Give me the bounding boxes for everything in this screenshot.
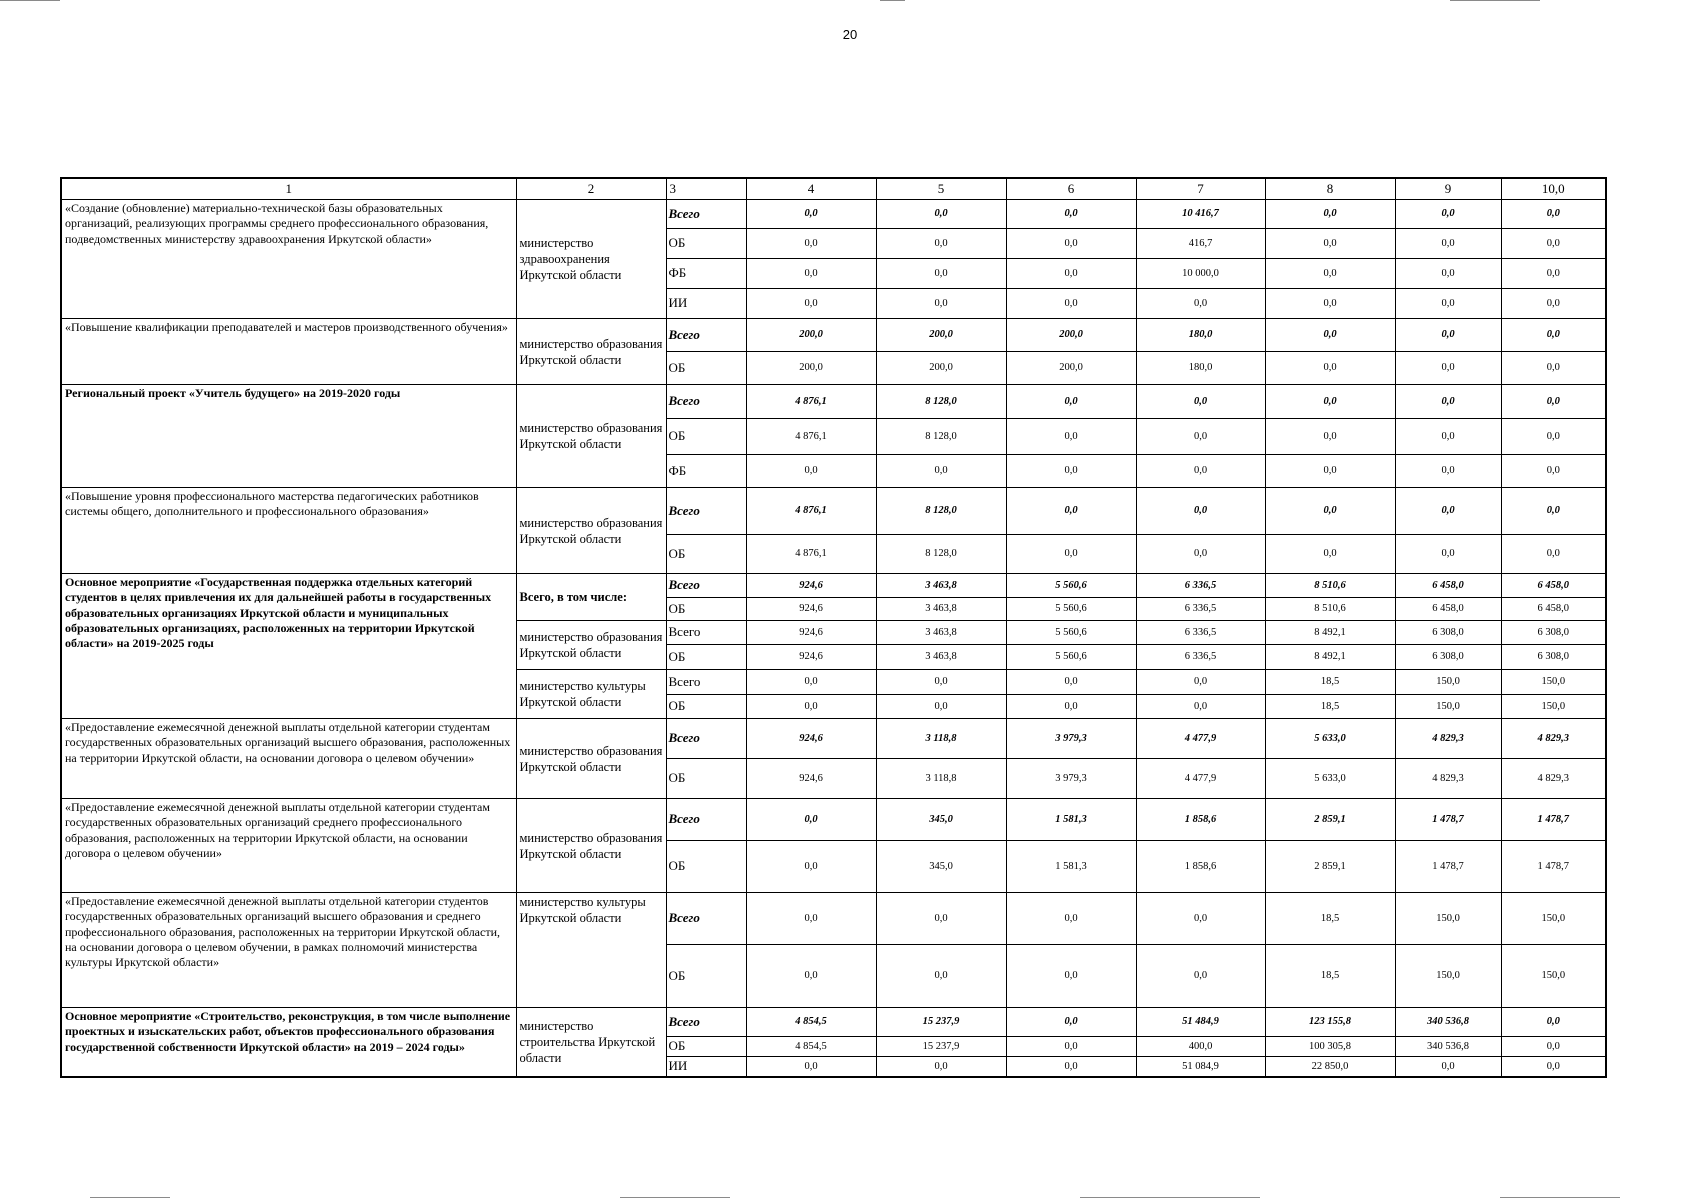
value-cell: 0,0 bbox=[1501, 319, 1606, 352]
value-cell: 6 308,0 bbox=[1501, 645, 1606, 670]
executor-cell: Всего, в том числе: bbox=[516, 574, 666, 621]
value-cell: 6 458,0 bbox=[1501, 598, 1606, 621]
funding-source: Всего bbox=[666, 1008, 746, 1037]
value-cell: 8 128,0 bbox=[876, 385, 1006, 419]
table-row bbox=[61, 319, 1606, 352]
column-header: 4 bbox=[746, 178, 876, 200]
value-cell: 8 128,0 bbox=[876, 535, 1006, 574]
value-cell: 0,0 bbox=[876, 289, 1006, 319]
table-row bbox=[61, 799, 1606, 841]
value-cell: 345,0 bbox=[876, 799, 1006, 841]
column-header: 2 bbox=[516, 178, 666, 200]
executor-cell: министерство образования Иркутской области bbox=[516, 719, 666, 799]
value-cell: 400,0 bbox=[1136, 1037, 1265, 1057]
value-cell: 0,0 bbox=[1136, 893, 1265, 945]
value-cell: 0,0 bbox=[1265, 259, 1395, 289]
value-cell: 200,0 bbox=[1006, 352, 1136, 385]
column-header: 5 bbox=[876, 178, 1006, 200]
table-row bbox=[61, 893, 1606, 945]
value-cell: 0,0 bbox=[746, 945, 876, 1008]
funding-source: ИИ bbox=[666, 1057, 746, 1077]
value-cell: 6 336,5 bbox=[1136, 598, 1265, 621]
funding-source: ОБ bbox=[666, 695, 746, 719]
funding-source: ОБ bbox=[666, 1037, 746, 1057]
value-cell: 8 128,0 bbox=[876, 419, 1006, 455]
value-cell: 0,0 bbox=[1006, 385, 1136, 419]
value-cell: 0,0 bbox=[1501, 200, 1606, 229]
value-cell: 6 458,0 bbox=[1395, 574, 1501, 598]
value-cell: 0,0 bbox=[1006, 229, 1136, 259]
value-cell: 0,0 bbox=[1265, 352, 1395, 385]
executor-cell: министерство образования Иркутской области bbox=[516, 621, 666, 670]
value-cell: 8 510,6 bbox=[1265, 574, 1395, 598]
value-cell: 924,6 bbox=[746, 645, 876, 670]
value-cell: 150,0 bbox=[1395, 945, 1501, 1008]
scan-artifact bbox=[620, 1197, 730, 1198]
value-cell: 0,0 bbox=[1136, 385, 1265, 419]
value-cell: 0,0 bbox=[1501, 535, 1606, 574]
value-cell: 18,5 bbox=[1265, 945, 1395, 1008]
value-cell: 5 560,6 bbox=[1006, 621, 1136, 645]
value-cell: 0,0 bbox=[1395, 455, 1501, 488]
value-cell: 924,6 bbox=[746, 574, 876, 598]
value-cell: 180,0 bbox=[1136, 352, 1265, 385]
value-cell: 0,0 bbox=[1395, 319, 1501, 352]
value-cell: 0,0 bbox=[1265, 289, 1395, 319]
value-cell: 1 858,6 bbox=[1136, 799, 1265, 841]
value-cell: 4 477,9 bbox=[1136, 759, 1265, 799]
value-cell: 0,0 bbox=[1501, 488, 1606, 535]
value-cell: 4 829,3 bbox=[1395, 759, 1501, 799]
value-cell: 416,7 bbox=[1136, 229, 1265, 259]
value-cell: 0,0 bbox=[1136, 695, 1265, 719]
value-cell: 4 876,1 bbox=[746, 488, 876, 535]
value-cell: 150,0 bbox=[1501, 945, 1606, 1008]
funding-source: Всего bbox=[666, 621, 746, 645]
value-cell: 8 510,6 bbox=[1265, 598, 1395, 621]
scan-artifact bbox=[1450, 0, 1540, 1]
value-cell: 1 581,3 bbox=[1006, 841, 1136, 893]
value-cell: 924,6 bbox=[746, 759, 876, 799]
value-cell: 0,0 bbox=[1395, 229, 1501, 259]
measure-description: «Предоставление ежемесячной денежной выплаты отдельной категории студентов государственных образовательных организаций высшего образования и среднего профессионального образования, расположенных на территории Иркутской области, на основании договора о целевом обучении, в рамках полномочий министерства культуры Иркутской области» bbox=[61, 893, 516, 1008]
value-cell: 150,0 bbox=[1501, 893, 1606, 945]
value-cell: 0,0 bbox=[1006, 259, 1136, 289]
value-cell: 0,0 bbox=[1136, 535, 1265, 574]
measure-description: «Повышение уровня профессионального мастерства педагогических работников системы общего, дополнительного и профессионального образования» bbox=[61, 488, 516, 574]
value-cell: 5 633,0 bbox=[1265, 719, 1395, 759]
funding-source: Всего bbox=[666, 719, 746, 759]
value-cell: 0,0 bbox=[1395, 352, 1501, 385]
value-cell: 6 308,0 bbox=[1395, 645, 1501, 670]
budget-table bbox=[60, 177, 1607, 1078]
value-cell: 0,0 bbox=[1136, 289, 1265, 319]
value-cell: 0,0 bbox=[876, 259, 1006, 289]
funding-source: ФБ bbox=[666, 455, 746, 488]
value-cell: 4 477,9 bbox=[1136, 719, 1265, 759]
value-cell: 2 859,1 bbox=[1265, 841, 1395, 893]
value-cell: 0,0 bbox=[1006, 893, 1136, 945]
value-cell: 924,6 bbox=[746, 621, 876, 645]
value-cell: 150,0 bbox=[1395, 695, 1501, 719]
value-cell: 0,0 bbox=[1265, 455, 1395, 488]
value-cell: 0,0 bbox=[1006, 200, 1136, 229]
table-row bbox=[61, 719, 1606, 759]
value-cell: 1 858,6 bbox=[1136, 841, 1265, 893]
value-cell: 200,0 bbox=[876, 352, 1006, 385]
funding-source: Всего bbox=[666, 670, 746, 695]
value-cell: 0,0 bbox=[1501, 385, 1606, 419]
value-cell: 6 336,5 bbox=[1136, 621, 1265, 645]
executor-cell: министерство здравоохранения Иркутской области bbox=[516, 200, 666, 319]
table-body bbox=[61, 178, 1606, 1077]
value-cell: 6 336,5 bbox=[1136, 645, 1265, 670]
value-cell: 22 850,0 bbox=[1265, 1057, 1395, 1077]
value-cell: 3 118,8 bbox=[876, 719, 1006, 759]
funding-source: ОБ bbox=[666, 229, 746, 259]
value-cell: 0,0 bbox=[876, 455, 1006, 488]
value-cell: 1 478,7 bbox=[1395, 841, 1501, 893]
value-cell: 5 560,6 bbox=[1006, 598, 1136, 621]
value-cell: 51 484,9 bbox=[1136, 1008, 1265, 1037]
value-cell: 51 084,9 bbox=[1136, 1057, 1265, 1077]
value-cell: 0,0 bbox=[1265, 385, 1395, 419]
value-cell: 0,0 bbox=[1395, 289, 1501, 319]
column-header-row bbox=[61, 178, 1606, 200]
value-cell: 0,0 bbox=[876, 893, 1006, 945]
measure-description: «Повышение квалификации преподавателей и мастеров производственного обучения» bbox=[61, 319, 516, 385]
value-cell: 4 876,1 bbox=[746, 385, 876, 419]
value-cell: 180,0 bbox=[1136, 319, 1265, 352]
value-cell: 0,0 bbox=[746, 670, 876, 695]
value-cell: 0,0 bbox=[1265, 319, 1395, 352]
value-cell: 0,0 bbox=[1006, 455, 1136, 488]
value-cell: 1 478,7 bbox=[1501, 799, 1606, 841]
value-cell: 0,0 bbox=[1395, 200, 1501, 229]
value-cell: 4 854,5 bbox=[746, 1037, 876, 1057]
measure-description: Региональный проект «Учитель будущего» на 2019-2020 годы bbox=[61, 385, 516, 488]
value-cell: 0,0 bbox=[746, 841, 876, 893]
scan-artifact bbox=[880, 0, 905, 1]
value-cell: 0,0 bbox=[1501, 229, 1606, 259]
scan-artifact bbox=[1500, 1197, 1620, 1198]
value-cell: 924,6 bbox=[746, 598, 876, 621]
value-cell: 3 463,8 bbox=[876, 621, 1006, 645]
value-cell: 150,0 bbox=[1501, 695, 1606, 719]
value-cell: 340 536,8 bbox=[1395, 1008, 1501, 1037]
value-cell: 5 560,6 bbox=[1006, 645, 1136, 670]
value-cell: 6 308,0 bbox=[1395, 621, 1501, 645]
value-cell: 1 478,7 bbox=[1501, 841, 1606, 893]
value-cell: 1 478,7 bbox=[1395, 799, 1501, 841]
value-cell: 6 336,5 bbox=[1136, 574, 1265, 598]
value-cell: 200,0 bbox=[876, 319, 1006, 352]
value-cell: 0,0 bbox=[1006, 695, 1136, 719]
executor-cell: министерство образования Иркутской области bbox=[516, 488, 666, 574]
table-row bbox=[61, 1008, 1606, 1037]
executor-cell: министерство образования Иркутской области bbox=[516, 799, 666, 893]
value-cell: 15 237,9 bbox=[876, 1037, 1006, 1057]
value-cell: 4 876,1 bbox=[746, 419, 876, 455]
value-cell: 0,0 bbox=[746, 893, 876, 945]
value-cell: 1 581,3 bbox=[1006, 799, 1136, 841]
value-cell: 0,0 bbox=[1501, 419, 1606, 455]
measure-description: «Создание (обновление) материально-технической базы образовательных организаций, реализующих программы среднего профессионального образования, подведомственных министерству здравоохранения Иркутской области» bbox=[61, 200, 516, 319]
value-cell: 0,0 bbox=[746, 259, 876, 289]
value-cell: 8 492,1 bbox=[1265, 645, 1395, 670]
value-cell: 3 979,3 bbox=[1006, 719, 1136, 759]
column-header: 8 bbox=[1265, 178, 1395, 200]
value-cell: 4 829,3 bbox=[1501, 719, 1606, 759]
measure-description: Основное мероприятие «Государственная поддержка отдельных категорий студентов в целях привлечения их для дальнейшей работы в государственных образовательных организациях Иркутской области и муниципальных образовательных организациях, расположенных на территории Иркутской области» на 2019-2025 годы bbox=[61, 574, 516, 719]
value-cell: 0,0 bbox=[1501, 259, 1606, 289]
table-row bbox=[61, 488, 1606, 535]
value-cell: 0,0 bbox=[1136, 419, 1265, 455]
value-cell: 6 458,0 bbox=[1501, 574, 1606, 598]
measure-description: «Предоставление ежемесячной денежной выплаты отдельной категории студентам государственных образовательных организаций высшего образования, расположенных на территории Иркутской области, на основании договора о целевом обучении» bbox=[61, 719, 516, 799]
value-cell: 0,0 bbox=[1006, 289, 1136, 319]
funding-source: Всего bbox=[666, 385, 746, 419]
value-cell: 5 633,0 bbox=[1265, 759, 1395, 799]
value-cell: 4 876,1 bbox=[746, 535, 876, 574]
value-cell: 0,0 bbox=[1006, 419, 1136, 455]
executor-cell: министерство образования Иркутской области bbox=[516, 319, 666, 385]
table-row bbox=[61, 574, 1606, 598]
value-cell: 123 155,8 bbox=[1265, 1008, 1395, 1037]
executor-cell: министерство культуры Иркутской области bbox=[516, 670, 666, 719]
value-cell: 0,0 bbox=[876, 945, 1006, 1008]
value-cell: 18,5 bbox=[1265, 670, 1395, 695]
value-cell: 6 308,0 bbox=[1501, 621, 1606, 645]
value-cell: 10 000,0 bbox=[1136, 259, 1265, 289]
value-cell: 340 536,8 bbox=[1395, 1037, 1501, 1057]
value-cell: 6 458,0 bbox=[1395, 598, 1501, 621]
value-cell: 0,0 bbox=[746, 799, 876, 841]
funding-source: ИИ bbox=[666, 289, 746, 319]
value-cell: 3 979,3 bbox=[1006, 759, 1136, 799]
value-cell: 0,0 bbox=[746, 200, 876, 229]
value-cell: 0,0 bbox=[1501, 289, 1606, 319]
value-cell: 0,0 bbox=[1501, 455, 1606, 488]
column-header: 3 bbox=[666, 178, 746, 200]
value-cell: 0,0 bbox=[876, 229, 1006, 259]
column-header: 6 bbox=[1006, 178, 1136, 200]
value-cell: 345,0 bbox=[876, 841, 1006, 893]
value-cell: 4 829,3 bbox=[1395, 719, 1501, 759]
value-cell: 150,0 bbox=[1395, 893, 1501, 945]
value-cell: 0,0 bbox=[1006, 1037, 1136, 1057]
value-cell: 200,0 bbox=[1006, 319, 1136, 352]
value-cell: 8 128,0 bbox=[876, 488, 1006, 535]
value-cell: 924,6 bbox=[746, 719, 876, 759]
value-cell: 10 416,7 bbox=[1136, 200, 1265, 229]
value-cell: 0,0 bbox=[1006, 945, 1136, 1008]
value-cell: 0,0 bbox=[1395, 419, 1501, 455]
value-cell: 150,0 bbox=[1395, 670, 1501, 695]
column-header: 7 bbox=[1136, 178, 1265, 200]
value-cell: 0,0 bbox=[1136, 455, 1265, 488]
measure-description: «Предоставление ежемесячной денежной выплаты отдельной категории студентам государственных образовательных организаций среднего профессионального образования, расположенных на территории Иркутской области, на основании договора о целевом обучении» bbox=[61, 799, 516, 893]
page-number: 20 bbox=[842, 27, 858, 42]
value-cell: 0,0 bbox=[1501, 1008, 1606, 1037]
value-cell: 18,5 bbox=[1265, 893, 1395, 945]
funding-source: ОБ bbox=[666, 352, 746, 385]
value-cell: 0,0 bbox=[876, 1057, 1006, 1077]
value-cell: 200,0 bbox=[746, 352, 876, 385]
funding-source: ОБ bbox=[666, 419, 746, 455]
column-header: 10,0 bbox=[1501, 178, 1606, 200]
scan-artifact bbox=[1080, 1197, 1260, 1198]
value-cell: 3 463,8 bbox=[876, 598, 1006, 621]
value-cell: 0,0 bbox=[1395, 1057, 1501, 1077]
value-cell: 0,0 bbox=[1501, 1037, 1606, 1057]
value-cell: 0,0 bbox=[1395, 259, 1501, 289]
column-header: 9 bbox=[1395, 178, 1501, 200]
value-cell: 0,0 bbox=[746, 455, 876, 488]
value-cell: 0,0 bbox=[746, 229, 876, 259]
value-cell: 0,0 bbox=[746, 289, 876, 319]
value-cell: 0,0 bbox=[1136, 945, 1265, 1008]
scan-artifact bbox=[90, 1197, 170, 1198]
value-cell: 0,0 bbox=[876, 670, 1006, 695]
value-cell: 0,0 bbox=[1006, 488, 1136, 535]
funding-source: Всего bbox=[666, 488, 746, 535]
value-cell: 0,0 bbox=[1006, 1008, 1136, 1037]
value-cell: 0,0 bbox=[1265, 229, 1395, 259]
value-cell: 4 829,3 bbox=[1501, 759, 1606, 799]
executor-cell: министерство образования Иркутской области bbox=[516, 385, 666, 488]
value-cell: 150,0 bbox=[1501, 670, 1606, 695]
value-cell: 0,0 bbox=[876, 200, 1006, 229]
executor-cell: министерство строительства Иркутской области bbox=[516, 1008, 666, 1077]
funding-source: Всего bbox=[666, 200, 746, 229]
value-cell: 2 859,1 bbox=[1265, 799, 1395, 841]
value-cell: 0,0 bbox=[876, 695, 1006, 719]
value-cell: 100 305,8 bbox=[1265, 1037, 1395, 1057]
value-cell: 0,0 bbox=[746, 695, 876, 719]
value-cell: 15 237,9 bbox=[876, 1008, 1006, 1037]
value-cell: 3 463,8 bbox=[876, 574, 1006, 598]
funding-source: ОБ bbox=[666, 598, 746, 621]
funding-source: ОБ bbox=[666, 945, 746, 1008]
value-cell: 4 854,5 bbox=[746, 1008, 876, 1037]
value-cell: 3 118,8 bbox=[876, 759, 1006, 799]
funding-source: Всего bbox=[666, 893, 746, 945]
value-cell: 0,0 bbox=[1006, 670, 1136, 695]
funding-source: ОБ bbox=[666, 759, 746, 799]
value-cell: 0,0 bbox=[1265, 200, 1395, 229]
column-header: 1 bbox=[61, 178, 516, 200]
measure-description: Основное мероприятие «Строительство, реконструкция, в том числе выполнение проектных и изыскательских работ, объектов профессионального образования государственной собственности Иркутской области» на 2019 – 2024 годы» bbox=[61, 1008, 516, 1077]
value-cell: 200,0 bbox=[746, 319, 876, 352]
value-cell: 18,5 bbox=[1265, 695, 1395, 719]
value-cell: 0,0 bbox=[1395, 535, 1501, 574]
value-cell: 0,0 bbox=[1501, 352, 1606, 385]
value-cell: 0,0 bbox=[1395, 385, 1501, 419]
value-cell: 0,0 bbox=[1265, 535, 1395, 574]
value-cell: 0,0 bbox=[1501, 1057, 1606, 1077]
funding-source: Всего bbox=[666, 319, 746, 352]
funding-source: ОБ bbox=[666, 841, 746, 893]
funding-source: ОБ bbox=[666, 645, 746, 670]
scan-artifact bbox=[0, 0, 60, 1]
value-cell: 0,0 bbox=[1265, 419, 1395, 455]
executor-cell: министерство культуры Иркутской области bbox=[516, 893, 666, 1008]
value-cell: 3 463,8 bbox=[876, 645, 1006, 670]
funding-source: ФБ bbox=[666, 259, 746, 289]
value-cell: 0,0 bbox=[1136, 670, 1265, 695]
funding-source: Всего bbox=[666, 574, 746, 598]
value-cell: 0,0 bbox=[1006, 535, 1136, 574]
funding-source: ОБ bbox=[666, 535, 746, 574]
value-cell: 0,0 bbox=[1395, 488, 1501, 535]
table-row bbox=[61, 200, 1606, 229]
value-cell: 0,0 bbox=[1006, 1057, 1136, 1077]
value-cell: 0,0 bbox=[1136, 488, 1265, 535]
value-cell: 0,0 bbox=[746, 1057, 876, 1077]
value-cell: 5 560,6 bbox=[1006, 574, 1136, 598]
value-cell: 8 492,1 bbox=[1265, 621, 1395, 645]
funding-source: Всего bbox=[666, 799, 746, 841]
value-cell: 0,0 bbox=[1265, 488, 1395, 535]
table-row bbox=[61, 385, 1606, 419]
